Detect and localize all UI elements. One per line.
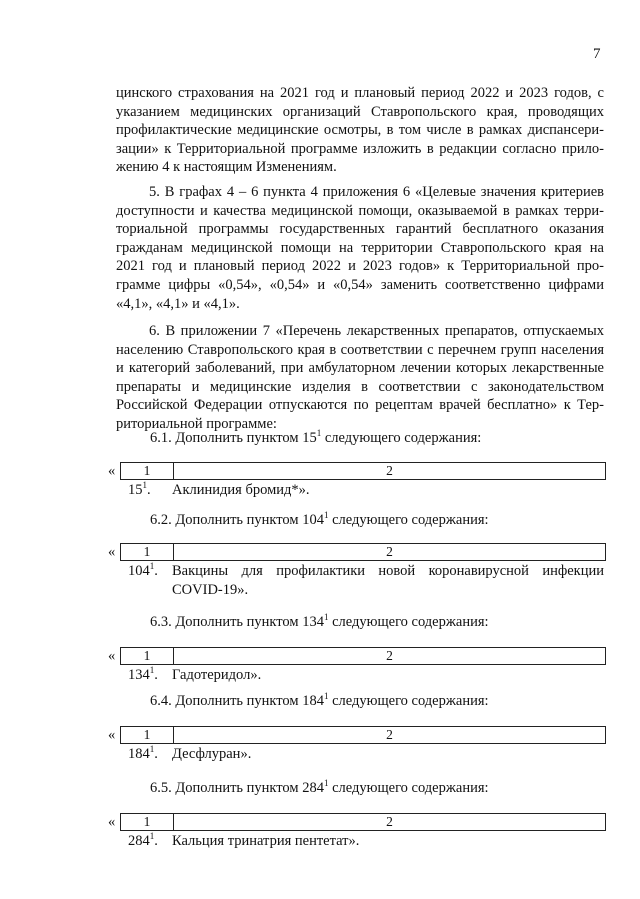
opening-quote: « bbox=[108, 463, 116, 479]
text-line: «4,1», «4,1» и «4,1». bbox=[116, 295, 240, 312]
table-header-cells bbox=[120, 647, 606, 665]
text-line: препараты и медицинские изделия в соответствии с законодательством bbox=[116, 378, 604, 395]
text-line: ториальной программы государственных гарантий бесплатного оказания bbox=[116, 221, 604, 238]
column-1-header: 1 bbox=[121, 648, 174, 664]
entry-text: Десфлуран». bbox=[172, 746, 252, 762]
column-2-header: 2 bbox=[386, 463, 393, 478]
table-header-row bbox=[108, 647, 604, 665]
text-line: 2021 год и плановый период 2022 и 2023 годов» к Территориальной про- bbox=[116, 258, 604, 275]
table-header-row bbox=[108, 813, 604, 831]
entry-text: Гадотеридол». bbox=[172, 667, 262, 683]
subsection-heading: 6.5. Дополнить пунктом $284^1$ следующего содержания: bbox=[150, 778, 489, 796]
text-line: зации» к Территориальной программе изложить в редакции согласно прило- bbox=[116, 140, 604, 157]
text-line: доступности и качества медицинской помощи, оказываемой в рамках терри- bbox=[116, 202, 604, 219]
table-header-cells bbox=[120, 462, 606, 480]
entry-text: Кальция тринатрия пентетат». bbox=[172, 833, 360, 849]
text-line: гражданам медицинской помощи на территории Ставропольского края на bbox=[116, 239, 604, 256]
opening-quote: « bbox=[108, 727, 116, 743]
column-2-header: 2 bbox=[386, 544, 393, 559]
opening-quote: « bbox=[108, 814, 116, 830]
text-line: профилактические медицинские осмотры, в том числе в рамках диспансери- bbox=[116, 122, 604, 139]
text-line: населению Ставропольского края в соответствии с перечнем групп населения bbox=[116, 341, 604, 358]
table-header-cells bbox=[120, 813, 606, 831]
column-1-header: 1 bbox=[121, 814, 174, 830]
column-2-header: 2 bbox=[386, 648, 393, 663]
text-line: жению 4 к настоящим Изменениям. bbox=[116, 159, 337, 176]
table-header-row bbox=[108, 726, 604, 744]
text-line: грамме цифры «0,54», «0,54» и «0,54» заменить соответственно цифрами bbox=[116, 276, 604, 293]
text-line: цинского страхования на 2021 год и плановый период 2022 и 2023 годов, с bbox=[116, 85, 604, 101]
entry-text: Вакцины для профилактики новой коронавирусной инфекции COVID-19». bbox=[172, 563, 604, 598]
column-1-header: 1 bbox=[121, 544, 174, 560]
entry-text: Аклинидия бромид*». bbox=[172, 482, 310, 498]
page-number: 7 bbox=[593, 46, 601, 62]
subsection-heading: 6.2. Дополнить пунктом $104^1$ следующего содержания: bbox=[150, 510, 489, 528]
entry-number: $104^1$. bbox=[128, 561, 158, 579]
column-2-header: 2 bbox=[386, 814, 393, 829]
text-line: 5. В графах 4 – 6 пункта 4 приложения 6 «Целевые значения критериев bbox=[149, 184, 604, 200]
column-2-header: 2 bbox=[386, 727, 393, 742]
table-header-row bbox=[108, 543, 604, 561]
entry-number: $284^1$. bbox=[128, 831, 158, 849]
column-1-header: 1 bbox=[121, 463, 174, 479]
text-line: и категорий заболеваний, при амбулаторном лечении которых лекарственные bbox=[116, 360, 604, 377]
entry-number: $134^1$. bbox=[128, 665, 158, 683]
subsection-heading: 6.4. Дополнить пунктом $184^1$ следующего содержания: bbox=[150, 691, 489, 709]
subsection-heading: 6.3. Дополнить пунктом $134^1$ следующего содержания: bbox=[150, 612, 489, 630]
text-line: указанием медицинских организаций Ставропольского края, проводящих bbox=[116, 103, 604, 120]
text-line: 6. В приложении 7 «Перечень лекарственных препаратов, отпускаемых bbox=[149, 323, 604, 339]
text-line: риториальной программе: bbox=[116, 415, 277, 432]
opening-quote: « bbox=[108, 544, 116, 560]
subsection-heading: 6.1. Дополнить пунктом $15^1$ следующего содержания: bbox=[150, 428, 482, 446]
table-header-cells bbox=[120, 543, 606, 561]
entry-number: $184^1$. bbox=[128, 744, 158, 762]
table-header-cells bbox=[120, 726, 606, 744]
table-header-row bbox=[108, 462, 604, 480]
paragraph-item-6 bbox=[116, 322, 604, 434]
opening-quote: « bbox=[108, 648, 116, 664]
paragraph-insurance bbox=[116, 84, 604, 177]
paragraph-item-5 bbox=[116, 183, 604, 313]
column-1-header: 1 bbox=[121, 727, 174, 743]
entry-number: $15^1$. bbox=[128, 480, 151, 498]
text-line: Российской Федерации отпускаются по рецептам врачей бесплатно» к Тер- bbox=[116, 397, 604, 414]
